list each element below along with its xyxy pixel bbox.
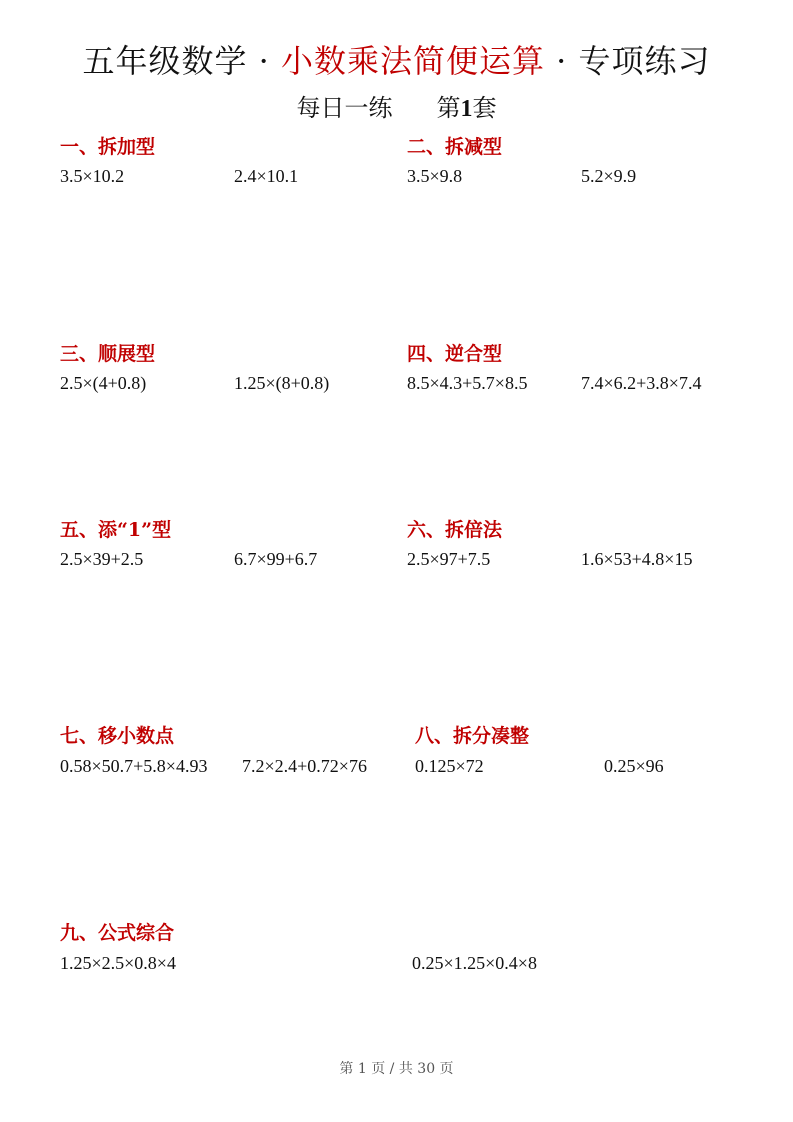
problem-8-2: 0.25×96 (604, 756, 664, 776)
section-title-5: 五、添“1”型 (60, 519, 172, 541)
section-title-9: 九、公式综合 (60, 922, 175, 944)
problem-4-2: 7.4×6.2+3.8×7.4 (581, 373, 702, 393)
subtitle-daily: 每日一练 (296, 94, 393, 122)
subtitle-set-prefix: 第 (436, 94, 461, 122)
section-title-7: 七、移小数点 (60, 725, 175, 747)
problem-4-1: 8.5×4.3+5.7×8.5 (407, 373, 528, 393)
page-title (0, 36, 793, 82)
problem-2-1: 3.5×9.8 (407, 166, 463, 186)
page-subtitle (0, 88, 793, 123)
title-prefix: 五年级数学 · (82, 42, 281, 80)
section-title-2: 二、拆减型 (407, 136, 503, 158)
section-title-6: 六、拆倍法 (407, 519, 503, 541)
problem-3-2: 1.25×(8+0.8) (234, 373, 330, 393)
problem-5-1: 2.5×39+2.5 (60, 549, 144, 569)
problem-1-1: 3.5×10.2 (60, 166, 125, 186)
problem-5-2: 6.7×99+6.7 (234, 549, 318, 569)
title-highlight: 小数乘法简便运算 (280, 42, 545, 80)
page-footer: 第 1 页 / 共 30 页 (339, 1061, 454, 1077)
section-title-1: 一、拆加型 (60, 136, 156, 158)
problem-1-2: 2.4×10.1 (234, 166, 299, 186)
title-suffix: · 专项练习 (545, 42, 711, 80)
problem-2-2: 5.2×9.9 (581, 166, 637, 186)
problem-9-1: 1.25×2.5×0.8×4 (60, 953, 176, 973)
problem-6-1: 2.5×97+7.5 (407, 549, 491, 569)
problem-3-1: 2.5×(4+0.8) (60, 373, 147, 393)
subtitle-set-suffix: 套 (472, 94, 497, 122)
problem-7-1: 0.58×50.7+5.8×4.93 (60, 756, 208, 776)
section-title-8: 八、拆分凑整 (415, 725, 530, 747)
section-title-3: 三、顺展型 (60, 343, 156, 365)
section-title-4: 四、逆合型 (407, 343, 503, 365)
problem-7-2: 7.2×2.4+0.72×76 (242, 756, 367, 776)
problem-9-2: 0.25×1.25×0.4×8 (412, 953, 537, 973)
problem-8-1: 0.125×72 (415, 756, 484, 776)
problem-6-2: 1.6×53+4.8×15 (581, 549, 693, 569)
subtitle-set-number: 1 (460, 96, 473, 122)
